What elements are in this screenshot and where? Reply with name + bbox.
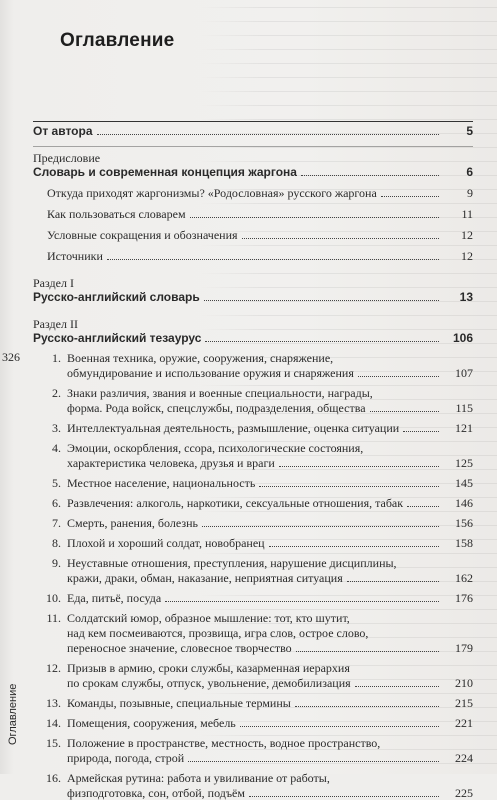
toc-thesaurus-entry-continuation[interactable] <box>33 626 473 640</box>
toc-entry-page: 5 <box>466 124 473 138</box>
toc-entry-title: От автора <box>33 124 93 138</box>
toc-entry-page: 179 <box>455 641 473 655</box>
toc-entry-page: 12 <box>461 228 473 242</box>
toc-entry-title: Условные сокращения и обозначения <box>47 228 238 242</box>
toc-entry-title: Смерть, ранения, болезнь <box>67 516 198 530</box>
toc-thesaurus-entry-continuation[interactable] <box>33 676 473 690</box>
leader-dots <box>279 465 439 467</box>
leader-dots <box>97 133 440 135</box>
toc-entry-page: 146 <box>455 496 473 510</box>
toc-entry-page: 210 <box>455 676 473 690</box>
leader-dots <box>347 580 439 582</box>
toc-entry-page: 225 <box>455 786 473 800</box>
toc-entry-number: 1. <box>52 351 61 365</box>
toc-entry-number: 9. <box>52 556 61 570</box>
toc-entry-title: по срокам службы, отпуск, увольнение, демобилизация <box>67 676 351 690</box>
toc-entry-author[interactable] <box>33 124 473 138</box>
toc-entry-section1[interactable] <box>33 290 473 304</box>
toc-thesaurus-entry[interactable] <box>33 421 473 435</box>
section1-label: Раздел I <box>33 276 74 290</box>
toc-entry-title: кражи, драки, обман, наказание, неприятная ситуация <box>67 571 343 585</box>
toc-entry-section2[interactable] <box>33 331 473 345</box>
toc-entry-number: 14. <box>46 716 61 730</box>
section2-label: Раздел II <box>33 317 78 331</box>
leader-dots <box>240 725 439 727</box>
toc-entry-page: 107 <box>455 366 473 380</box>
toc-entry-title: Солдатский юмор, образное мышление: тот, кто шутит, <box>67 611 350 625</box>
toc-entry-title: Русско-английский словарь <box>33 290 200 304</box>
toc-thesaurus-entry-continuation[interactable] <box>33 456 473 470</box>
toc-entry-title: обмундирование и использование оружия и снаряжения <box>67 366 354 380</box>
toc-entry-page: 158 <box>455 536 473 550</box>
toc-entry-page: 156 <box>455 516 473 530</box>
leader-dots <box>242 237 439 239</box>
toc-thesaurus-entry[interactable] <box>33 386 473 400</box>
leader-dots <box>355 685 439 687</box>
toc-entry-title: Неуставные отношения, преступления, нарушение дисциплины, <box>67 556 397 570</box>
toc-entry-number: 2. <box>52 386 61 400</box>
toc-entry-page: 115 <box>455 401 473 415</box>
toc-thesaurus-entry-continuation[interactable] <box>33 641 473 655</box>
toc-entry-page: 11 <box>461 207 473 221</box>
leader-dots <box>205 340 439 342</box>
toc-entry-page: 162 <box>455 571 473 585</box>
toc-entry-title: Команды, позывные, специальные термины <box>67 696 291 710</box>
toc-thesaurus-entry-continuation[interactable] <box>33 401 473 415</box>
toc-entry-preface[interactable] <box>33 165 473 179</box>
toc-entry-preface-item[interactable] <box>33 207 473 221</box>
leader-dots <box>403 430 439 432</box>
toc-entry-title: характеристика человека, друзья и враги <box>67 456 275 470</box>
leader-dots <box>107 258 439 260</box>
toc-thesaurus-entry[interactable] <box>33 536 473 550</box>
toc-entry-title: Военная техника, оружие, сооружения, снаряжение, <box>67 351 334 365</box>
leader-dots <box>204 299 439 301</box>
toc-entry-title: Русско-английский тезаурус <box>33 331 202 345</box>
toc-entry-title: физподготовка, сон, отбой, подъём <box>67 786 245 800</box>
toc-entry-page: 125 <box>455 456 473 470</box>
toc-entry-title: Интеллектуальная деятельность, размышление, оценка ситуации <box>67 421 400 435</box>
toc-entry-title: Словарь и современная концепция жаргона <box>33 165 297 179</box>
leader-dots <box>202 525 439 527</box>
toc-thesaurus-entry[interactable] <box>33 516 473 530</box>
thesaurus-list <box>33 351 473 800</box>
toc-entry-preface-item[interactable] <box>33 249 473 263</box>
toc-entry-title: Еда, питьё, посуда <box>67 591 162 605</box>
toc-thesaurus-entry[interactable] <box>33 716 473 730</box>
toc-thesaurus-entry[interactable] <box>33 476 473 490</box>
toc-entry-title: Эмоции, оскорбления, ссора, психологические состояния, <box>67 441 364 455</box>
toc-entry-page: 121 <box>455 421 473 435</box>
toc-entry-number: 5. <box>52 476 61 490</box>
top-rule <box>33 121 473 122</box>
toc-entry-page: 176 <box>455 591 473 605</box>
toc-entry-preface-item[interactable] <box>33 228 473 242</box>
toc-entry-title: природа, погода, строй <box>67 751 185 765</box>
toc-entry-number: 13. <box>46 696 61 710</box>
toc-thesaurus-entry[interactable] <box>33 556 473 570</box>
toc-entry-page: 215 <box>455 696 473 710</box>
toc-entry-page: 106 <box>452 331 473 345</box>
page-heading: Оглавление <box>60 30 175 51</box>
toc-thesaurus-entry[interactable] <box>33 661 473 675</box>
table-of-contents <box>33 124 473 800</box>
toc-entry-title: форма. Рода войск, спецслужбы, подразделения, общества <box>67 401 366 415</box>
toc-thesaurus-entry[interactable] <box>33 771 473 785</box>
toc-entry-page: 9 <box>467 186 473 200</box>
toc-entry-page: 224 <box>455 751 473 765</box>
toc-thesaurus-entry-continuation[interactable] <box>33 366 473 380</box>
toc-entry-page: 221 <box>455 716 473 730</box>
leader-dots <box>381 195 439 197</box>
toc-thesaurus-entry[interactable] <box>33 611 473 625</box>
preface-label: Предисловие <box>33 151 101 165</box>
leader-dots <box>259 485 439 487</box>
leader-dots <box>358 375 439 377</box>
toc-entry-number: 15. <box>46 736 61 750</box>
leader-dots <box>269 545 439 547</box>
leader-dots <box>249 795 439 797</box>
toc-thesaurus-entry-continuation[interactable] <box>33 751 473 765</box>
leader-dots <box>190 216 439 218</box>
toc-thesaurus-entry[interactable] <box>33 351 473 365</box>
toc-entry-title: Как пользоваться словарем <box>47 207 186 221</box>
toc-entry-title: Положение в пространстве, местность, водное пространство, <box>67 736 381 750</box>
toc-thesaurus-entry-continuation[interactable] <box>33 571 473 585</box>
toc-entry-number: 7. <box>52 516 61 530</box>
toc-entry-title: Плохой и хороший солдат, новобранец <box>67 536 265 550</box>
toc-entry-number: 16. <box>46 771 61 785</box>
toc-entry-title: Помещения, сооружения, мебель <box>67 716 236 730</box>
toc-entry-number: 12. <box>46 661 61 675</box>
toc-thesaurus-entry[interactable] <box>33 696 473 710</box>
toc-entry-number: 11. <box>46 611 61 625</box>
leader-dots <box>296 650 439 652</box>
leader-dots <box>407 505 439 507</box>
toc-thesaurus-entry[interactable] <box>33 736 473 750</box>
toc-entry-number: 10. <box>46 591 61 605</box>
leader-dots <box>370 410 439 412</box>
toc-thesaurus-entry[interactable] <box>33 496 473 510</box>
toc-entry-title: над кем посмеиваются, прозвища, игра слов, острое слово, <box>67 626 369 640</box>
toc-entry-title: переносное значение, словесное творчество <box>67 641 292 655</box>
toc-entry-title: Источники <box>47 249 103 263</box>
toc-thesaurus-entry[interactable] <box>33 441 473 455</box>
toc-entry-title: Армейская рутина: работа и увиливание от работы, <box>67 771 330 785</box>
leader-dots <box>295 705 439 707</box>
leader-dots <box>301 174 439 176</box>
toc-entry-title: Развлечения: алкоголь, наркотики, сексуальные отношения, табак <box>67 496 404 510</box>
leader-dots <box>188 760 439 762</box>
leader-dots <box>165 600 439 602</box>
toc-entry-preface-item[interactable] <box>33 186 473 200</box>
toc-entry-number: 3. <box>52 421 61 435</box>
running-head: Оглавление <box>7 683 19 745</box>
toc-entry-page: 13 <box>459 290 473 304</box>
toc-entry-number: 8. <box>52 536 61 550</box>
toc-entry-number: 6. <box>52 496 61 510</box>
toc-entry-page: 12 <box>461 249 473 263</box>
toc-thesaurus-entry-continuation[interactable] <box>33 786 473 800</box>
toc-entry-title: Призыв в армию, сроки службы, казарменная иерархия <box>67 661 350 675</box>
toc-entry-title: Знаки различия, звания и военные специальности, награды, <box>67 386 373 400</box>
toc-entry-title: Откуда приходят жаргонизмы? «Родословная» русского жаргона <box>47 186 377 200</box>
toc-entry-title: Местное население, национальность <box>67 476 256 490</box>
toc-entry-page: 145 <box>455 476 473 490</box>
toc-entry-page: 6 <box>466 165 473 179</box>
page-number: 326 <box>2 350 20 364</box>
toc-thesaurus-entry[interactable] <box>33 591 473 605</box>
toc-entry-number: 4. <box>52 441 61 455</box>
